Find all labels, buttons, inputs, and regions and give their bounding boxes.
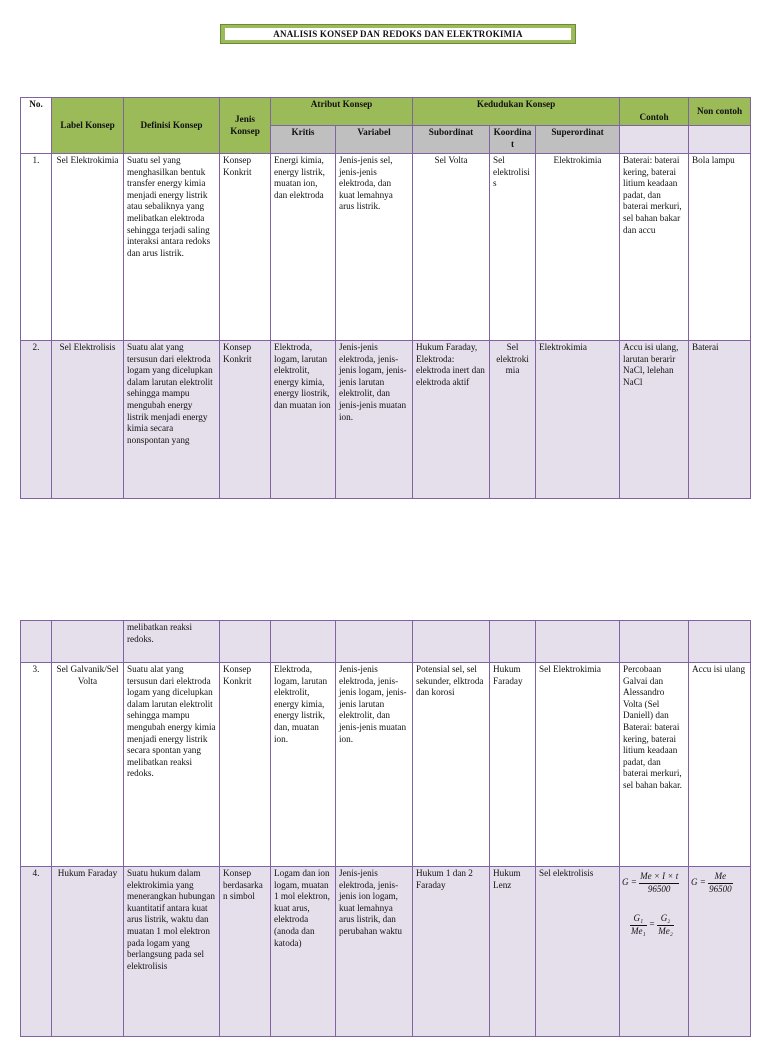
cell-kritis: Energi kimia, energy listrik, muatan ion, dan elektroda: [271, 154, 336, 341]
formula-1-denominator: 96500: [647, 883, 671, 894]
cell-variabel: [336, 621, 413, 663]
concept-table-part-2: [20, 620, 751, 1037]
cell-variabel: Jenis-jenis sel, jenis-jenis elektroda, dan kuat lemahnya arus listrik.: [336, 154, 413, 341]
cell-definisi: Suatu sel yang menghasilkan bentuk transfer energy kimia menjadi energy listrik atau sebaliknya yang melibatkan elektroda sehingga terjadi saling interaksi antara redoks dan arus listrik.: [124, 154, 220, 341]
cell-jenis: Konsep Konkrit: [220, 341, 271, 499]
cell-subordinat: Hukum 1 dan 2 Faraday: [413, 867, 490, 1037]
formula-1-numerator: Me × I × t: [639, 871, 679, 884]
cell-jenis: [220, 621, 271, 663]
header-label: Label Konsep: [52, 98, 124, 154]
header-superordinat: Superordinat: [536, 126, 620, 154]
table-row: [21, 867, 751, 1037]
cell-label: Sel Elektrolisis: [52, 341, 124, 499]
formula-2-right-fraction: [657, 913, 674, 937]
cell-no: 4.: [21, 867, 52, 1037]
cell-superordinat: Sel Elektrokimia: [536, 663, 620, 867]
cell-jenis: Konsep Konkrit: [220, 663, 271, 867]
cell-definisi: melibatkan reaksi redoks.: [124, 621, 220, 663]
cell-superordinat: Elektrokimia: [536, 341, 620, 499]
cell-noncontoh: [689, 621, 751, 663]
header-kritis: Kritis: [271, 126, 336, 154]
header-subordinat: Subordinat: [413, 126, 490, 154]
formula-1-fraction: [639, 871, 679, 895]
header-variabel: Variabel: [336, 126, 413, 154]
formula-3-denominator: 96500: [709, 883, 732, 894]
cell-definisi: Suatu alat yang tersusun dari elektroda logam yang dicelupkan dalam larutan elektrolit sehingga mampu mengubah energy kimia menjadi energy listrik secara spontan yang melibatkan reaksi redoks.: [124, 663, 220, 867]
cell-subordinat: Sel Volta: [413, 154, 490, 341]
cell-contoh-formula: [620, 867, 689, 1037]
cell-subordinat: Potensial sel, sel sekunder, elktroda dan korosi: [413, 663, 490, 867]
header-definisi: Definisi Konsep: [124, 98, 220, 154]
formula-2-den-2: Me₂: [658, 925, 673, 936]
table-row: [21, 663, 751, 867]
cell-subordinat: Hukum Faraday, Elektroda: elektroda inert dan elektroda aktif: [413, 341, 490, 499]
cell-label: Sel Galvanik/Sel Volta: [52, 663, 124, 867]
document-title: ANALISIS KONSEP DAN REDOKS DAN ELEKTROKIMIA: [225, 28, 571, 40]
header-no: No.: [21, 98, 52, 154]
header-jenis: Jenis Konsep: [220, 98, 271, 154]
formula-3-fraction: [708, 871, 733, 895]
header-contoh: Contoh: [620, 98, 689, 126]
cell-superordinat: Sel elektrolisis: [536, 867, 620, 1037]
faraday-formula-1: [622, 871, 686, 895]
header-contoh-sub: [620, 126, 689, 154]
concept-table-part-1: [20, 97, 751, 499]
cell-jenis: Konsep Konkrit: [220, 154, 271, 341]
cell-kritis: [271, 621, 336, 663]
cell-variabel: Jenis-jenis elektroda, jenis-jenis ion logam, kuat lemahnya arus listrik, dan perubahan waktu: [336, 867, 413, 1037]
formula-1-lhs: G =: [622, 877, 637, 888]
cell-noncontoh: Baterai: [689, 341, 751, 499]
cell-noncontoh: Accu isi ulang: [689, 663, 751, 867]
faraday-formula-2: [622, 913, 686, 937]
cell-superordinat: Elektrokimia: [536, 154, 620, 341]
cell-superordinat: [536, 621, 620, 663]
header-atribut: Atribut Konsep: [271, 98, 413, 126]
cell-no: [21, 621, 52, 663]
cell-noncontoh-formula: [689, 867, 751, 1037]
faraday-formula-3: [691, 871, 748, 895]
formula-3-lhs: G =: [691, 877, 706, 888]
header-noncontoh: Non contoh: [689, 98, 751, 126]
cell-no: 1.: [21, 154, 52, 341]
cell-no: 2.: [21, 341, 52, 499]
cell-koordinat: Hukum Lenz: [490, 867, 536, 1037]
formula-2-equals: =: [648, 919, 655, 930]
formula-3-numerator: Me: [708, 871, 733, 884]
formula-2-den-1: Me₁: [631, 925, 646, 936]
cell-definisi: Suatu hukum dalam elektrokimia yang menerangkan hubungan kuantitatif antara kuat arus listrik, waktu dan muatan 1 mol elektron pada logam yang berlangsung pada sel elektrolisis: [124, 867, 220, 1037]
cell-koordinat: Sel elektrokimia: [490, 341, 536, 499]
cell-label: Hukum Faraday: [52, 867, 124, 1037]
cell-variabel: Jenis-jenis elektroda, jenis-jenis logam, jenis-jenis larutan elektrolit, dan jenis-jenis muatan ion.: [336, 341, 413, 499]
cell-kritis: Elektroda, logam, larutan elektrolit, energy kimia, energy listrik, dan, muatan ion.: [271, 663, 336, 867]
cell-koordinat: Sel elektrolisis: [490, 154, 536, 341]
cell-kritis: Elektroda, logam, larutan elektrolit, energy kimia, energy liostrik, dan muatan ion: [271, 341, 336, 499]
table-row: [21, 621, 751, 663]
title-box: [220, 24, 576, 44]
cell-label: [52, 621, 124, 663]
cell-contoh: Accu isi ulang, larutan berarir NaCl, lelehan NaCl: [620, 341, 689, 499]
cell-jenis: Konsep berdasarkan simbol: [220, 867, 271, 1037]
cell-variabel: Jenis-jenis elektroda, jenis-jenis logam, jenis-jenis larutan elektrolit, dan jenis-jenis muatan ion.: [336, 663, 413, 867]
cell-no: 3.: [21, 663, 52, 867]
formula-2-left-fraction: [630, 913, 647, 937]
cell-contoh: Percobaan Galvai dan Alessandro Volta (Sel Daniell) dan Baterai: baterai kering, baterai litium keadaan padat, dan baterai merkuri, sel bahan bakar.: [620, 663, 689, 867]
cell-label: Sel Elektrokimia: [52, 154, 124, 341]
formula-2-num-2: G₂: [657, 913, 674, 926]
cell-contoh: [620, 621, 689, 663]
header-noncontoh-sub: [689, 126, 751, 154]
cell-noncontoh: Bola lampu: [689, 154, 751, 341]
formula-2-num-1: G₁: [630, 913, 647, 926]
table-row: [21, 341, 751, 499]
cell-koordinat: Hukum Faraday: [490, 663, 536, 867]
header-koordinat: Koordinat: [490, 126, 536, 154]
cell-koordinat: [490, 621, 536, 663]
cell-contoh: Baterai: baterai kering, baterai litium keadaan padat, dan baterai merkuri, sel bahan bakar dan accu: [620, 154, 689, 341]
cell-subordinat: [413, 621, 490, 663]
cell-definisi: Suatu alat yang tersusun dari elektroda logam yang dicelupkan dalam larutan elektrolit sehingga mampu mengubah energy listrik menjadi energy kimia secara nonspontan yang: [124, 341, 220, 499]
table-row: [21, 154, 751, 341]
header-kedudukan: Kedudukan Konsep: [413, 98, 620, 126]
cell-kritis: Logam dan ion logam, muatan 1 mol elektron, kuat arus, elektroda (anoda dan katoda): [271, 867, 336, 1037]
